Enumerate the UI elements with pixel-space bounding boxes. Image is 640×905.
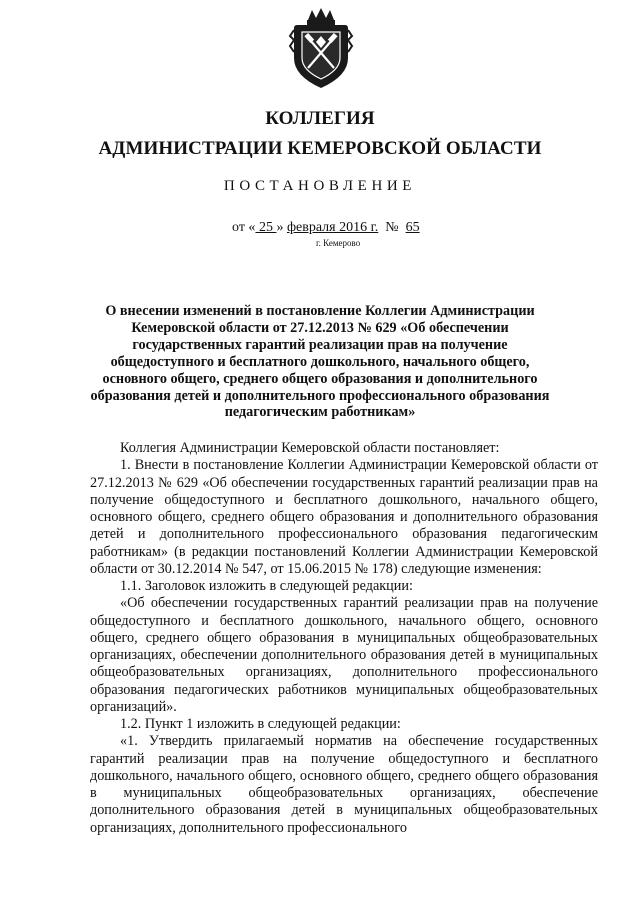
document-title: О внесении изменений в постановление Коллегии Администрации Кемеровской области от 27.12.2013 № 629 «Об обеспечении государственных гарантий реализации прав на получение общедоступного и бесплатного дошкольного, начального общего, основного общего, среднего общего образования и дополнительного образования детей и дополнительного профессионального образования педагогическим работникам» [90, 303, 550, 421]
org-name-line2: АДМИНИСТРАЦИИ КЕМЕРОВСКОЙ ОБЛАСТИ [98, 138, 542, 159]
paragraph: «1. Утвердить прилагаемый норматив на обеспечение государственных гарантий реализации прав на получение общедоступного и бесплатного дошкольного, начального общего, основного общего, среднего общего образования в муниципальных общеобразовательных организациях, обеспечение дополнительного образования детей в муниципальных общеобразовательных организациях, дополнительного профессионального [90, 733, 598, 836]
number-prefix: № [378, 220, 406, 235]
document-body [90, 440, 598, 837]
document-type: ПОСТАНОВЛЕНИЕ [223, 178, 417, 194]
city-name: г. Кемерово [316, 238, 361, 248]
coat-of-arms-icon [288, 6, 354, 90]
date-mid: » [276, 220, 287, 235]
org-name-line1: КОЛЛЕГИЯ [265, 108, 375, 129]
date-month-year: февраля 2016 г. [286, 220, 379, 235]
date-prefix: от « [232, 220, 256, 235]
paragraph: Коллегия Администрации Кемеровской области постановляет: [120, 440, 500, 456]
date-day: 25 [255, 220, 277, 235]
paragraph: 1.1. Заголовок изложить в следующей редакции: [120, 578, 413, 594]
paragraph: 1. Внести в постановление Коллегии Администрации Кемеровской области от 27.12.2013 № 629 «Об обеспечении государственных гарантий реализации прав на получение общедоступного и бесплатного дошкольного, начального общего, основного общего, среднего общего образования и дополнительного образования детей и дополнительного профессионального образования педагогическим работникам» (в редакции постановлений Коллегии Администрации Кемеровской области от 30.12.2014 № 547, от 15.06.2015 № 178) следующие изменения: [90, 457, 598, 577]
paragraph: 1.2. Пункт 1 изложить в следующей редакции: [120, 716, 401, 732]
date-number-line [232, 220, 420, 236]
paragraph: «Об обеспечении государственных гарантий реализации прав на получение общедоступного и бесплатного дошкольного, начального общего, основного общего, среднего общего образования в муниципальных общеобразовательных организациях, обеспечении дополнительного образования детей в муниципальных общеобразовательных организациях, дополнительного профессионального образования педагогических работников муниципальных общеобразовательных организаций». [90, 595, 598, 715]
document-number: 65 [405, 220, 420, 235]
